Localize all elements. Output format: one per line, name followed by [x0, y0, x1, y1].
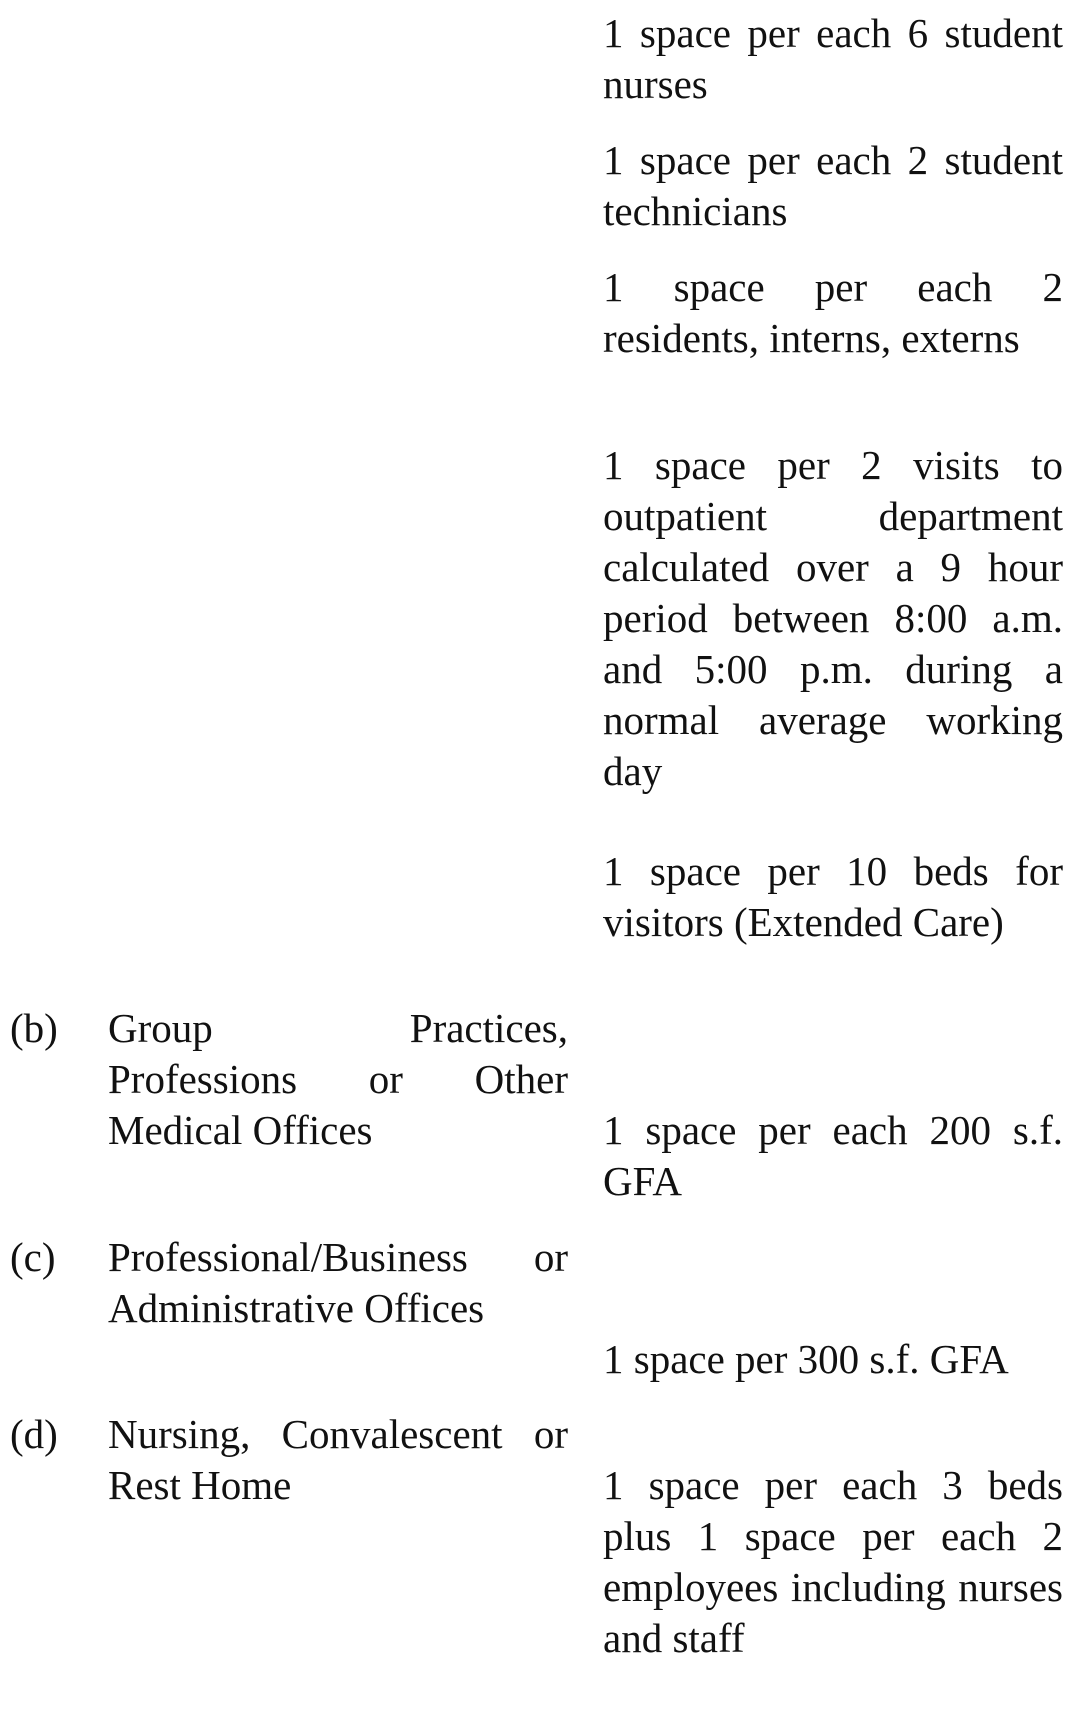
item-marker: (b): [10, 1005, 58, 1051]
item-marker: (c): [10, 1234, 56, 1280]
requirement-extended-care-visitors: 1 space per 10 beds for visitors (Extended Care): [603, 848, 1063, 945]
use-title: Professional/Business or Administrative Offices: [108, 1234, 568, 1331]
requirement-student-nurses: 1 space per each 6 student nurses: [603, 10, 1063, 107]
use-title: Nursing, Convalescent or Rest Home: [108, 1411, 568, 1508]
requirement-outpatient-visits: 1 space per 2 visits to outpatient department calculated over a 9 hour period between 8:00 a.m. and 5:00 p.m. during a normal average working day: [603, 442, 1063, 794]
requirement-professional-offices: 1 space per 300 s.f. GFA: [603, 1336, 1009, 1382]
use-title: Group Practices, Professions or Other Medical Offices: [108, 1005, 568, 1153]
requirement-nursing-home: 1 space per each 3 beds plus 1 space per each 2 employees including nurses and staff: [603, 1462, 1063, 1661]
requirement-group-practices: 1 space per each 200 s.f. GFA: [603, 1107, 1063, 1204]
item-marker: (d): [10, 1411, 58, 1457]
requirement-student-technicians: 1 space per each 2 student technicians: [603, 137, 1063, 234]
requirement-residents-interns: 1 space per each 2 residents, interns, externs: [603, 264, 1063, 361]
